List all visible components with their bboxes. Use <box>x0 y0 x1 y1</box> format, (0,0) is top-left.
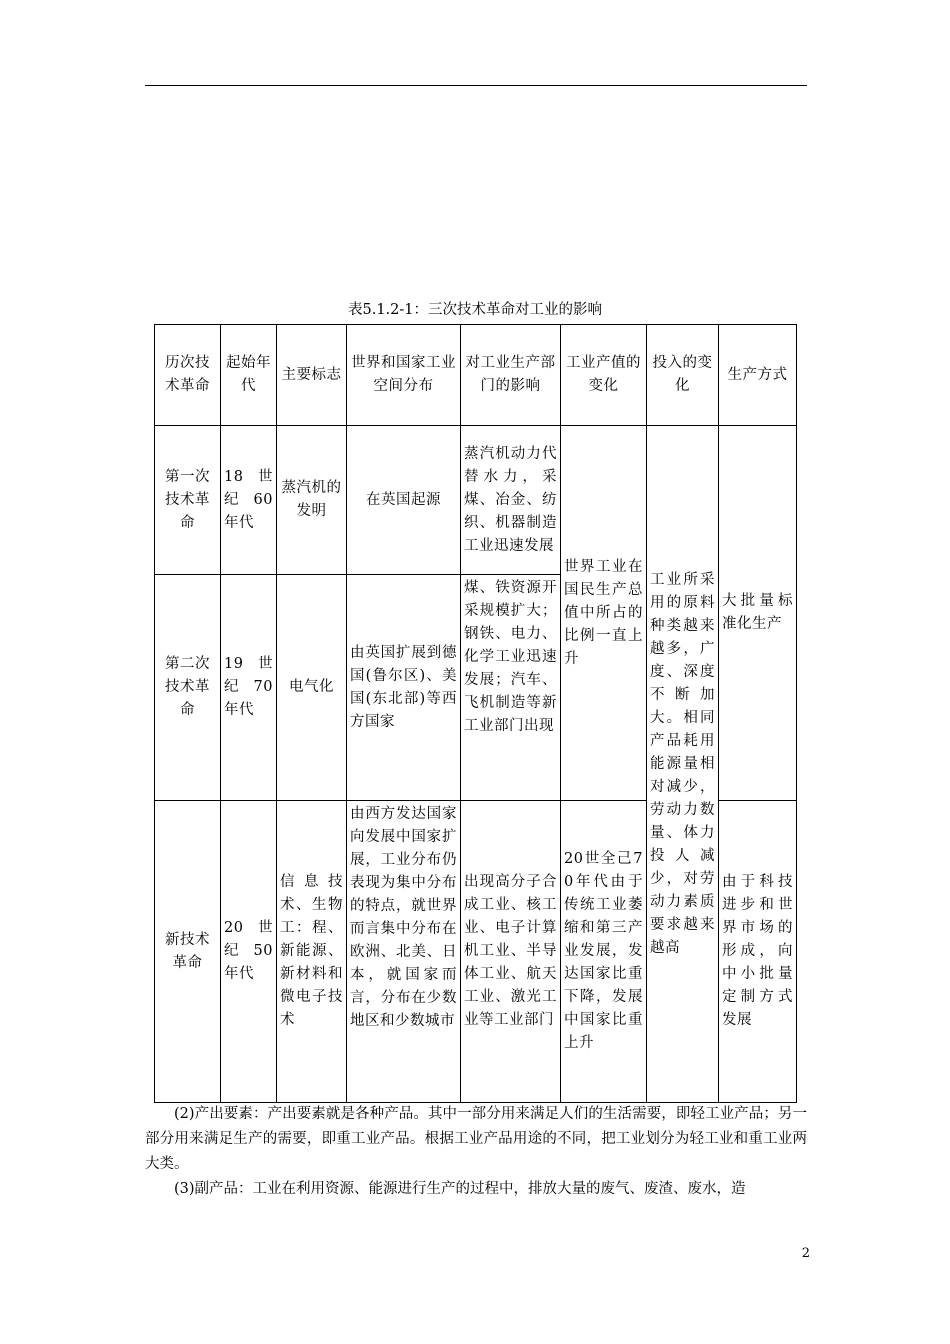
main-mark: 信息技术、生物工：程、新能源、新材料和微电子技术 <box>277 801 347 1103</box>
revolution-name: 第二次技术革命 <box>155 575 221 801</box>
revolution-name: 第一次技术革命 <box>155 426 221 575</box>
spatial-distribution: 由英国扩展到德国(鲁尔区)、美国(东北部)等西方国家 <box>347 575 461 801</box>
table-header-row <box>155 325 797 426</box>
header-cell: 对工业生产部门的影响 <box>461 325 561 426</box>
sector-impact: 煤、铁资源开采规模扩大；钢铁、电力、化学工业迅速发展；汽车、飞机制造等新工业部门出现 <box>461 575 561 801</box>
revolution-table <box>154 324 797 1103</box>
spatial-distribution: 由西方发达国家向发展中国家扩展，工业分布仍表现为集中分布的特点，就世界而言集中分布在欧洲、北美、日本，就国家而言，分布在少数地区和少数城市 <box>347 801 461 1103</box>
output-change-early: 世界工业在国民生产总值中所占的比例一直上升 <box>561 426 647 801</box>
paragraph-byproducts: (3)副产品：工业在利用资源、能源进行生产的过程中，排放大量的废气、废渣、废水，造 <box>174 1181 746 1197</box>
header-cell: 工业产值的变化 <box>561 325 647 426</box>
header-cell: 生产方式 <box>719 325 797 426</box>
start-era: 20世纪50年代 <box>221 801 277 1103</box>
output-change-new: 20世全己70年代由于传统工业萎缩和第三产业发展，发达国家比重下降，发展中国家比重上升 <box>561 801 647 1103</box>
table-caption: 表5.1.2-1：三次技术革命对工业的影响 <box>347 302 603 318</box>
header-cell: 历次技术革命 <box>155 325 221 426</box>
table-row <box>155 426 797 575</box>
sector-impact: 蒸汽机动力代替水力，采煤、冶金、纺织、机器制造工业迅速发展 <box>461 426 561 575</box>
header-rule <box>145 85 807 86</box>
main-mark: 电气化 <box>277 575 347 801</box>
spatial-distribution: 在英国起源 <box>347 426 461 575</box>
main-mark: 蒸汽机的发明 <box>277 426 347 575</box>
page-number: 2 <box>801 1246 810 1261</box>
header-cell: 起始年代 <box>221 325 277 426</box>
production-new: 由于科技进步和世界市场的形成，向中小批量定制方式发展 <box>719 801 797 1103</box>
header-cell: 主要标志 <box>277 325 347 426</box>
input-change: 工业所采用的原料种类越来越多，广度、深度不断加大。相同产品耗用能源量相对减少，劳动力数量、体力投人减少，对劳动力素质要求越来越高 <box>647 426 719 1103</box>
header-cell: 世界和国家工业空间分布 <box>347 325 461 426</box>
start-era: 19世纪70年代 <box>221 575 277 801</box>
production-early: 大批量标准化生产 <box>719 426 797 801</box>
sector-impact: 出现高分子合成工业、核工业、电子计算机工业、半导体工业、航天工业、激光工业等工业部门 <box>461 801 561 1103</box>
header-cell: 投入的变化 <box>647 325 719 426</box>
paragraph-output-factors: (2)产出要素：产出要素就是各种产品。其中一部分用来满足人们的生活需要，即轻工业产品；另一部分用来满足生产的需要，即重工业产品。根据工业产品用途的不同，把工业划分为轻工业和重工业两大类。 <box>145 1106 807 1172</box>
revolution-name: 新技术革命 <box>155 801 221 1103</box>
start-era: 18世纪60年代 <box>221 426 277 575</box>
